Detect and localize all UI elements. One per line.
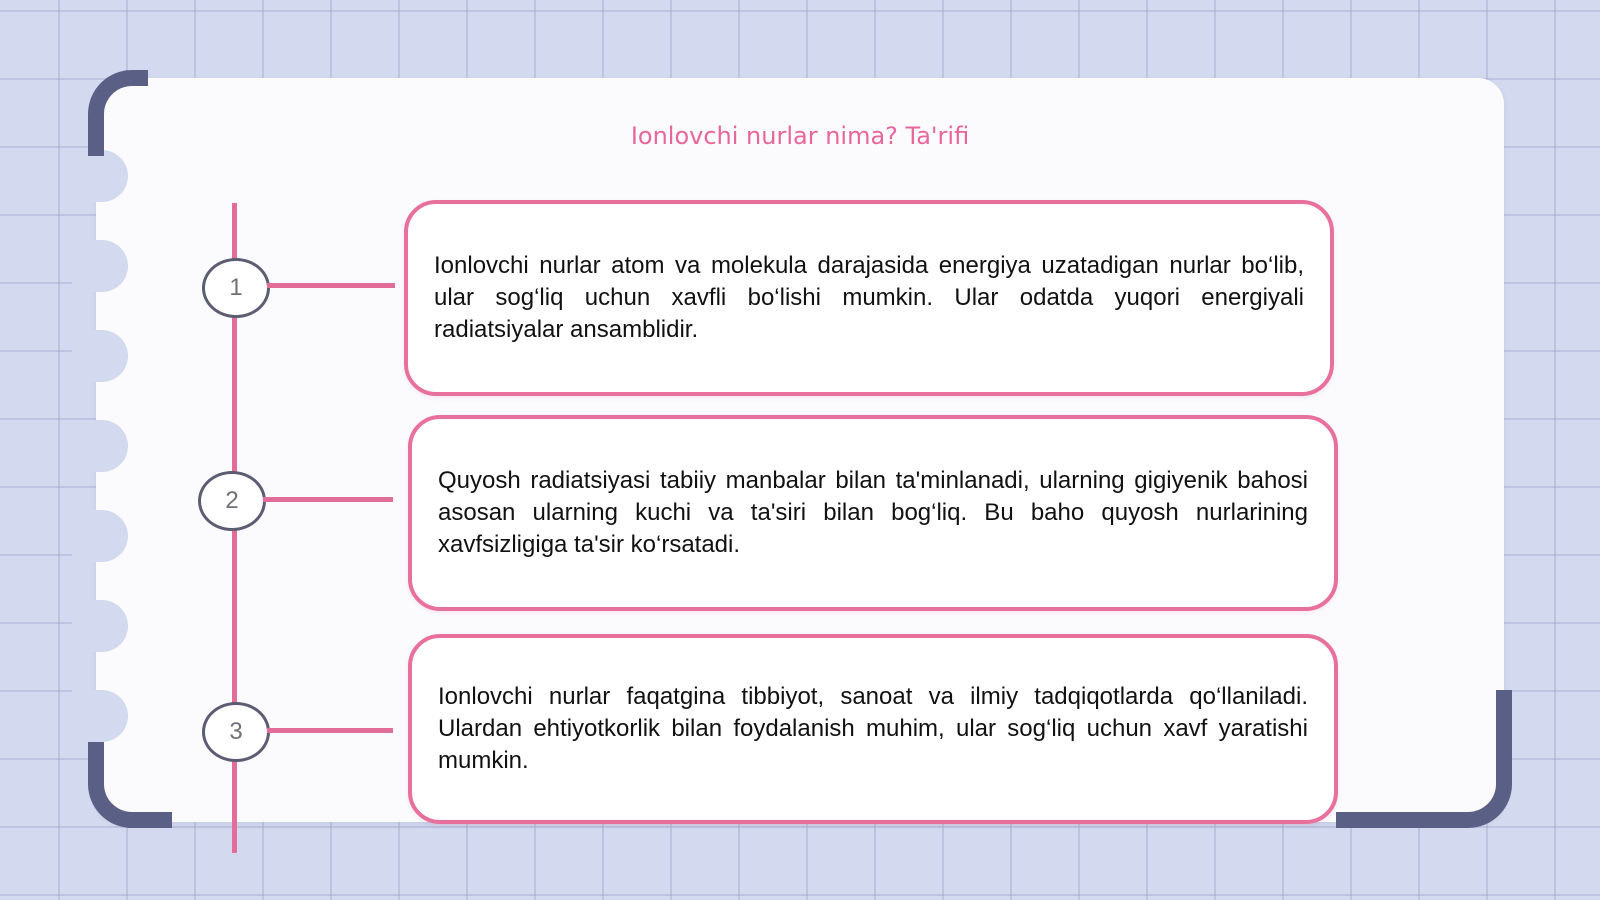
marker-number: 2 [225, 487, 239, 514]
info-card-text: Ionlovchi nurlar atom va molekula darajasida energiya uzatadigan nurlar bo‘lib, ular sog‘liq uchun xavfli bo‘lishi mumkin. Ular odatda yuqori energiyali radiatsiyalar ansamblidir. [434, 252, 1304, 343]
timeline-marker-1 [202, 258, 270, 318]
timeline-connector-2 [263, 497, 393, 502]
paper-notch [72, 420, 128, 472]
corner-bracket-bottom-right [1336, 690, 1512, 828]
corner-bracket-bottom-left [88, 742, 172, 828]
timeline-marker-2 [198, 471, 266, 531]
marker-number: 3 [229, 718, 243, 745]
info-card-text: Quyosh radiatsiyasi tabiiy manbalar bilan ta'minlanadi, ularning gigiyenik bahosi asosan ularning kuchi va ta'siri bilan bog‘liq. Bu baho quyosh nurlarining xavfsizligiga ta'sir ko‘rsatadi. [438, 467, 1308, 558]
info-card-1 [404, 200, 1334, 396]
marker-number: 1 [229, 274, 243, 301]
paper-notch [72, 690, 128, 742]
slide-title: Ionlovchi nurlar nima? Ta'rifi [630, 122, 970, 150]
timeline-connector-3 [267, 728, 393, 733]
timeline-marker-3 [202, 702, 270, 762]
paper-notch [72, 330, 128, 382]
paper-notch [72, 150, 128, 202]
timeline-connector-1 [267, 283, 395, 288]
paper-notch [72, 240, 128, 292]
paper-notch [72, 510, 128, 562]
paper-notch [72, 600, 128, 652]
info-card-2 [408, 415, 1338, 611]
info-card-3 [408, 634, 1338, 824]
info-card-text: Ionlovchi nurlar faqatgina tibbiyot, sanoat va ilmiy tadqiqotlarda qo‘llaniladi. Ulardan ehtiyotkorlik bilan foydalanish muhim, ular sog‘liq uchun xavf yaratishi mumkin. [438, 683, 1308, 774]
